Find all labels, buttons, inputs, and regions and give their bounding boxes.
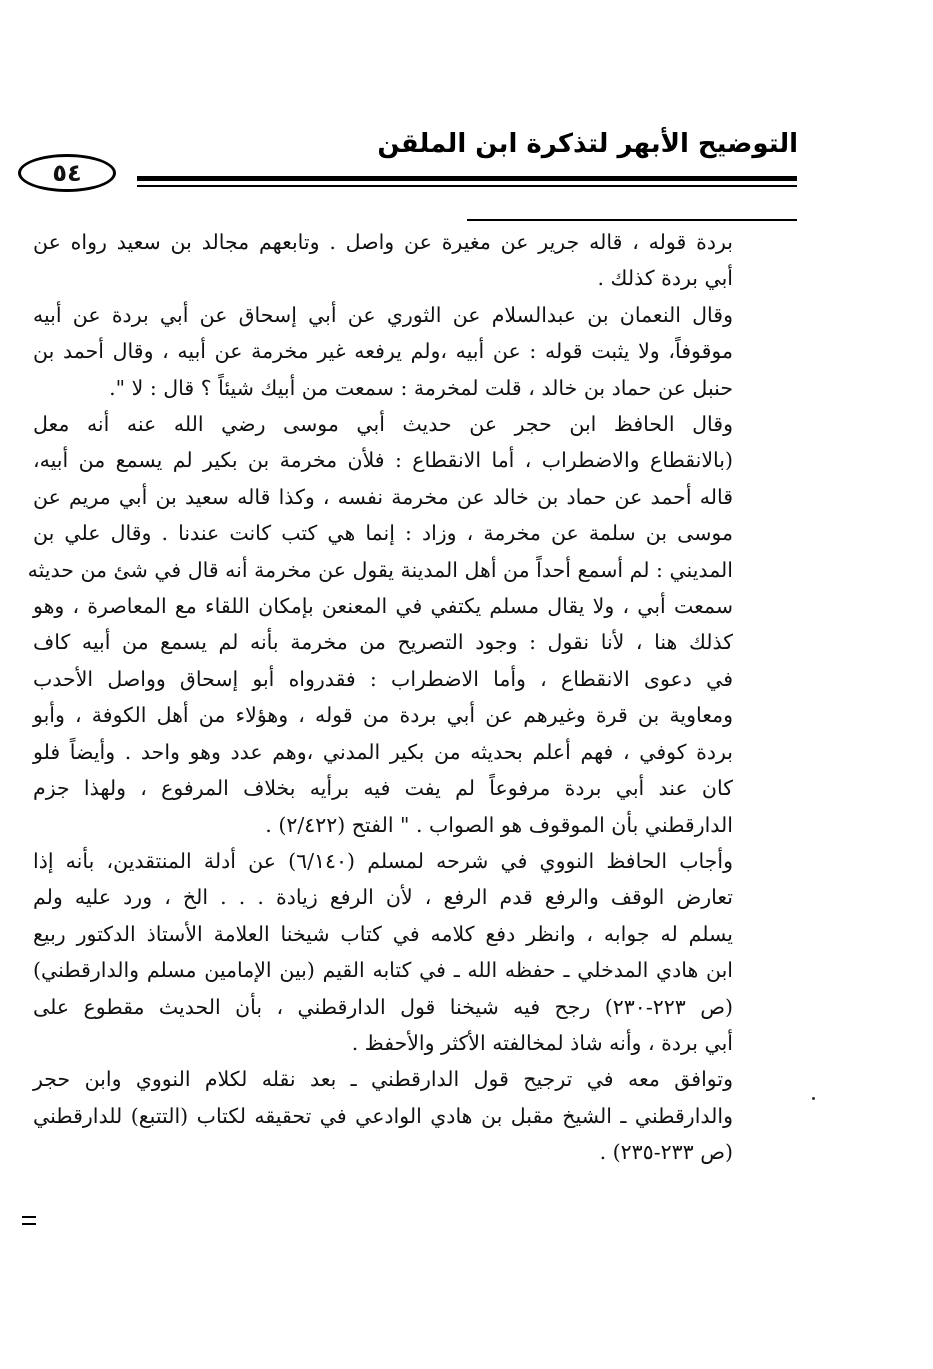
text-line: موقوفاً، ولا يثبت قوله : عن أبيه ،ولم يرفعه غير مخرمة عن أبيه ، وقال أحمد بن bbox=[33, 339, 733, 364]
footnote-body bbox=[27, 224, 734, 1171]
text-line: والدارقطني ـ الشيخ مقبل بن هادي الوادعي في تحقيقه لكتاب (التتبع) للدارقطني bbox=[33, 1103, 734, 1128]
text-line: (ص ٢٣٣-٢٣٥) . bbox=[599, 1140, 733, 1165]
text-line: الدارقطني بأن الموقوف هو الصواب . " الفتح (٢/٤٢٢) . bbox=[265, 812, 733, 837]
text-line: بردة قوله ، قاله جرير عن مغيرة عن واصل . وتابعهم مجالد بن سعيد رواه عن bbox=[33, 230, 733, 254]
text-line: كان عند أبي بردة مرفوعاً لم يفت فيه برأيه بخلاف المرفوع ، ولهذا جزم bbox=[33, 776, 733, 801]
text-line: قاله أحمد عن حماد بن خالد عن مخرمة نفسه ، وكذا قاله سعيد بن أبي مريم عن bbox=[33, 484, 733, 509]
book-title: التوضيح الأبهر لتذكرة ابن الملقن bbox=[377, 129, 798, 159]
text-line: حنبل عن حماد بن خالد ، قلت لمخرمة : سمعت من أبيك شيئاً ؟ قال : لا ". bbox=[109, 375, 733, 400]
text-line: بردة كوفي ، فهم أعلم بحديثه من بكير المدني ،وهم عدد وهو واحد . وأيضاً فلو bbox=[33, 739, 733, 764]
margin-dot bbox=[812, 1097, 815, 1100]
header-rule-thick bbox=[137, 176, 797, 181]
text-line: وقال الحافظ ابن حجر عن حديث أبي موسى رضي الله عنه أنه معل bbox=[33, 412, 733, 437]
text-line: المديني : لم أسمع أحداً من أهل المدينة يقول عن مخرمة أنه قال في شئ من حديثه bbox=[27, 557, 733, 582]
text-line: أبي بردة كذلك . bbox=[597, 266, 733, 291]
text-line: تعارض الوقف والرفع قدم الرفع ، لأن الرفع زيادة . . . الخ ، ورد عليه ولم bbox=[33, 885, 733, 910]
text-line: (ص ٢٢٣-٢٣٠) رجح فيه شيخنا قول الدارقطني ، بأن الحديث مقطوع على bbox=[33, 994, 733, 1019]
text-line: موسى بن سلمة عن مخرمة ، وزاد : إنما هي كتب كانت عندنا . وقال علي بن bbox=[33, 521, 733, 546]
text-line: سمعت أبي ، ولا يقال مسلم يكتفي في المعنعن بإمكان اللقاء مع المعاصرة ، وهو bbox=[33, 594, 733, 619]
text-line: وقال النعمان بن عبدالسلام عن الثوري عن أبي إسحاق عن أبي بردة عن أبيه bbox=[33, 302, 733, 327]
text-line: كذلك هنا ، لأنا نقول : وجود التصريح من مخرمة بأنه لم يسمع من أبيه كاف bbox=[33, 630, 733, 655]
header-rule-thin bbox=[137, 185, 797, 187]
text-line: ومعاوية بن قرة وغيرهم عن أبي بردة من قوله ، وهؤلاء من أهل الكوفة ، وأبو bbox=[33, 703, 733, 728]
page-number: ٥٤ bbox=[18, 154, 116, 192]
end-mark bbox=[22, 1216, 36, 1225]
text-line: وأجاب الحافظ النووي في شرحه لمسلم (٦/١٤٠) عن أدلة المنتقدين، بأنه إذا bbox=[33, 848, 734, 873]
text-line: أبي بردة ، وأنه شاذ لمخالفته الأكثر والأحفظ . bbox=[351, 1030, 733, 1055]
text-line: وتوافق معه في ترجيح قول الدارقطني ـ بعد نقله لكلام النووي وابن حجر bbox=[33, 1067, 733, 1092]
text-line: ابن هادي المدخلي ـ حفظه الله ـ في كتابه القيم (بين الإمامين مسلم والدارقطني) bbox=[33, 958, 733, 983]
text-line: (بالانقطاع والاضطراب ، أما الانقطاع : فلأن مخرمة بن بكير لم يسمع من أبيه، bbox=[33, 448, 733, 473]
text-line: في دعوى الانقطاع ، وأما الاضطراب : فقدرواه أبو إسحاق وواصل الأحدب bbox=[33, 666, 733, 691]
footnote-separator bbox=[467, 219, 797, 221]
text-line: يسلم له جوابه ، وانظر دفع كلامه في كتاب شيخنا العلامة الأستاذ الدكتور ربيع bbox=[33, 921, 733, 946]
